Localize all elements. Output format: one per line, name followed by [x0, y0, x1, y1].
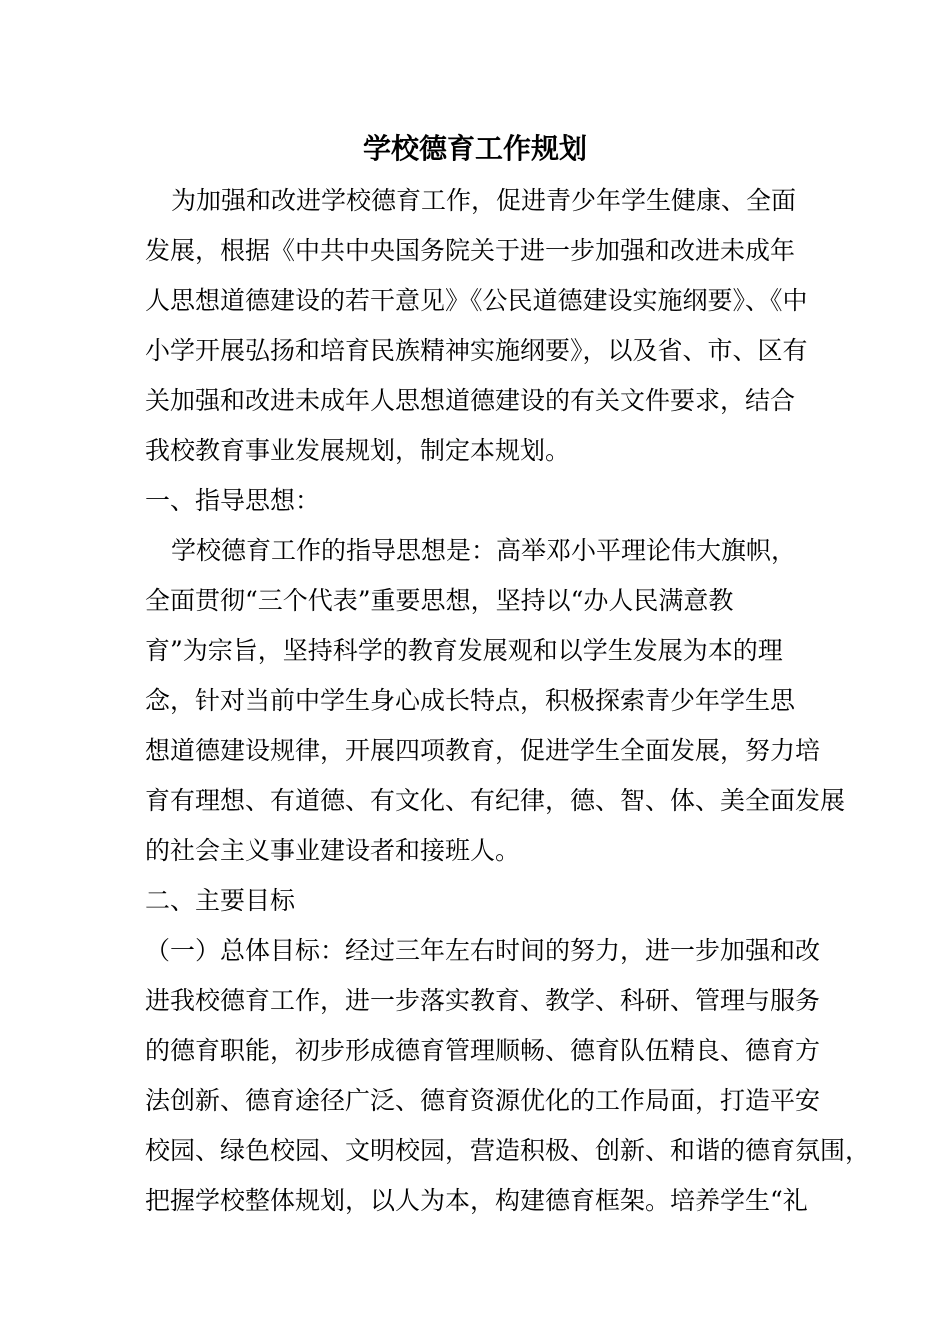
paragraph-line: 全面贯彻“三个代表”重要思想，坚持以“办人民满意教: [145, 586, 734, 615]
document-body: [145, 176, 871, 1226]
paragraph-line: 进我校德育工作，进一步落实教育、教学、科研、管理与服务: [145, 986, 821, 1015]
paragraph-line: 小学开展弘扬和培育民族精神实施纲要》，以及省、市、区有: [145, 336, 808, 365]
paragraph-line: 把握学校整体规划，以人为本，构建德育框架。培养学生“礼: [145, 1186, 808, 1215]
paragraph-line: 为加强和改进学校德育工作，促进青少年学生健康、全面: [171, 186, 797, 215]
paragraph-line: 念，针对当前中学生身心成长特点，积极探索青少年学生思: [145, 686, 796, 715]
paragraph-line: 育”为宗旨，坚持科学的教育发展观和以学生发展为本的理: [145, 636, 783, 665]
paragraph-line: 育有理想、有道德、有文化、有纪律，德、智、体、美全面发展: [145, 786, 846, 815]
section-heading: 一、指导思想：: [145, 486, 321, 515]
paragraph-line: 校园、绿色校园、文明校园，营造积极、创新、和谐的德育氛围，: [145, 1136, 871, 1165]
paragraph-line: 发展，根据《中共中央国务院关于进一步加强和改进未成年: [145, 236, 796, 265]
paragraph-line: 我校教育事业发展规划，制定本规划。: [145, 436, 571, 465]
paragraph-line: 人思想道德建设的若干意见》《公民道德建设实施纲要》、《中: [145, 286, 808, 315]
paragraph-line: 关加强和改进未成年人思想道德建设的有关文件要求，结合: [145, 386, 796, 415]
section-heading: 二、主要目标: [145, 886, 296, 915]
paragraph-line: 的社会主义事业建设者和接班人。: [145, 836, 521, 865]
document-title: 学校德育工作规划: [362, 132, 587, 165]
paragraph-line: （一）总体目标：经过三年左右时间的努力，进一步加强和改: [145, 936, 821, 965]
paragraph-line: 学校德育工作的指导思想是：高举邓小平理论伟大旗帜，: [171, 536, 797, 565]
paragraph-line: 的德育职能，初步形成德育管理顺畅、德育队伍精良、德育方: [145, 1036, 821, 1065]
paragraph-line: 想道德建设规律，开展四项教育，促进学生全面发展，努力培: [145, 736, 821, 765]
paragraph-line: 法创新、德育途径广泛、德育资源优化的工作局面，打造平安: [145, 1086, 821, 1115]
